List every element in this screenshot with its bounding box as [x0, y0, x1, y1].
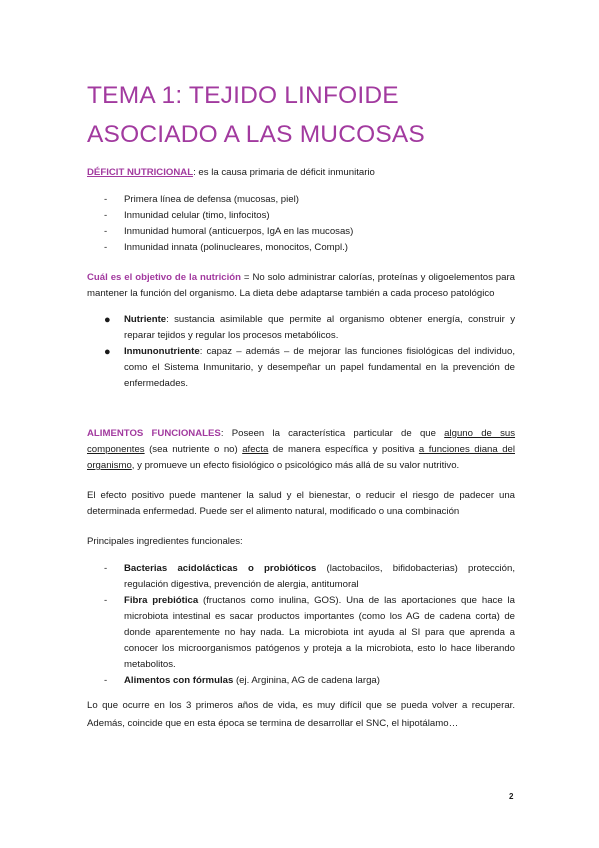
underlined-text: afecta [242, 444, 269, 455]
list-item-text: Inmunidad humoral (anticuerpos, IgA en las mucosas) [124, 226, 354, 237]
alimentos-paragraph [87, 426, 515, 474]
ingredientes-list [87, 561, 515, 689]
list-item-text: Primera línea de defensa (mucosas, piel) [124, 194, 299, 205]
ingrediente-text: (fructanos como inulina, GOS). Una de las aportaciones que hace la microbiota intestinal es sacar productos importantes (como los AG de cadena corta) de donde aparentemente no hay nada. La microbiota int ayuda al SI para que aprenda a conocer los microorganismos patógenos y proteja a la microbiota, esto lo hace liberando metabolitos. [124, 595, 515, 670]
cierre-paragraph: Lo que ocurre en los 3 primeros años de vida, es muy difícil que se pueda volver a recuperar. Además, coincide que en esta época se termina de desarrollar el SNC, el hipotálamo… [87, 700, 515, 729]
deficit-list [87, 192, 515, 256]
spacer [87, 392, 515, 426]
list-item [87, 561, 515, 593]
principales-heading: Principales ingredientes funcionales: [87, 536, 243, 547]
spacer [87, 474, 515, 488]
deficit-term: DÉFICIT NUTRICIONAL [87, 167, 194, 178]
dash-marker: - [104, 595, 108, 606]
inmunonutriente-term: Inmunonutriente [124, 346, 200, 357]
deficit-paragraph [87, 165, 515, 181]
inmunonutriente-text: : capaz – además – de mejorar las funciones fisiológicas del individuo, como el Sistema Inmunitario, y desempeñar un papel fundamental en la prevención de enfermedades. [124, 346, 515, 389]
nutriente-text: : sustancia asimilable que permite al organismo obtener energía, construir y reparar tejidos y regular los procesos metabólicos. [124, 314, 515, 341]
list-item [87, 593, 515, 673]
list-item [87, 224, 515, 240]
alimentos-term: ALIMENTOS FUNCIONALES [87, 428, 221, 439]
list-item-text: Inmunidad celular (timo, linfocitos) [124, 210, 270, 221]
spacer [87, 689, 515, 697]
dash-marker: - [104, 210, 108, 221]
ingrediente-text: (lactobacilos, bifidobacterias) protección, regulación digestiva, prevención de alergia, antitumoral [124, 563, 515, 590]
page-content [87, 76, 515, 733]
list-item [87, 240, 515, 256]
efecto-paragraph: El efecto positivo puede mantener la salud y el bienestar, o reducir el riesgo de padecer una determinada enfermedad. Puede ser el alimento natural, modificado o una combinación [87, 490, 515, 517]
underlined-text: a funciones diana del organismo [87, 444, 515, 471]
nutrientes-list [87, 312, 515, 392]
list-item [87, 192, 515, 208]
dash-marker: - [104, 563, 108, 574]
dash-marker: - [104, 675, 108, 686]
underlined-text: alguno de sus componentes [87, 428, 516, 455]
objetivo-paragraph [87, 270, 515, 302]
ingrediente-term: Alimentos con fórmulas [124, 675, 234, 686]
objetivo-term: Cuál es el objetivo de la nutrición [87, 272, 241, 283]
list-item [87, 673, 515, 689]
alimentos-text: (sea nutriente o no) [144, 444, 243, 455]
bullet-marker: ● [104, 346, 111, 358]
dash-marker: - [104, 226, 108, 237]
page-title: TEMA 1: TEJIDO LINFOIDE ASOCIADO A LAS MUCOSAS [87, 82, 425, 148]
dash-marker: - [104, 194, 108, 205]
ingrediente-term: Bacterias acidolácticas o probióticos [124, 563, 317, 574]
list-item [87, 312, 515, 344]
deficit-text: : es la causa primaria de déficit inmunitario [193, 167, 375, 178]
alimentos-text: de manera específica y positiva [268, 444, 419, 455]
bullet-marker: ● [104, 314, 111, 326]
ingrediente-term: Fibra prebiótica [124, 595, 199, 606]
alimentos-text: : Poseen la característica particular de que [220, 428, 445, 439]
list-item [87, 208, 515, 224]
list-item [87, 344, 515, 392]
list-item-text: Inmunidad innata (polinucleares, monocitos, Compl.) [124, 242, 348, 253]
spacer [87, 256, 515, 270]
ingrediente-text: (ej. Arginina, AG de cadena larga) [233, 675, 380, 686]
nutriente-term: Nutriente [124, 314, 167, 325]
dash-marker: - [104, 242, 108, 253]
objetivo-text: = No solo administrar calorías, proteínas y oligoelementos para mantener la función del organismo. La dieta debe adaptarse también a cada proceso patológico [87, 272, 515, 299]
alimentos-text: , y promueve un efecto fisiológico o psicológico más allá de su valor nutritivo. [131, 460, 460, 471]
page-number: 2 [509, 792, 514, 801]
spacer [87, 520, 515, 534]
